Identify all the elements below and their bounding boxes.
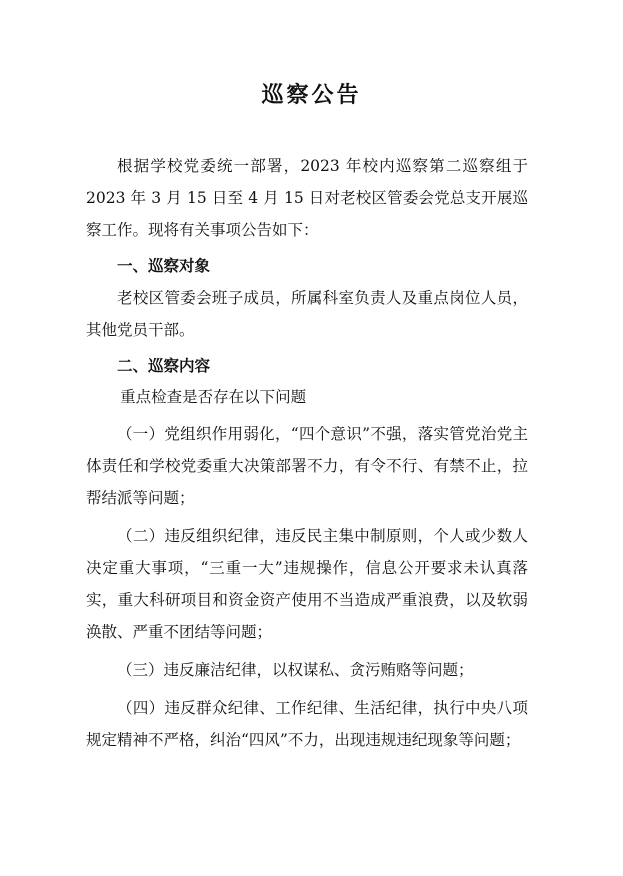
list-item: （二）违反组织纪律，违反民主集中制原则，个人或少数人决定重大事项，“三重一大”违规操作，信息公开要求未认真落实，重大科研项目和资金资产使用不当造成严重浪费，以及软弱涣散、严重不团结等问题； (86, 527, 528, 641)
list-item: （一）党组织作用弱化，“四个意识”不强，落实管党治党主体责任和学校党委重大决策部署不力，有令不行、有禁不止，拉帮结派等问题； (86, 425, 528, 507)
section-heading-1: 一、巡察对象 (117, 256, 211, 275)
document-body (86, 150, 528, 756)
list-item: （四）违反群众纪律、工作纪律、生活纪律，执行中央八项规定精神不严格，纠治“四风”不力，出现违规违纪现象等问题； (86, 699, 528, 749)
section-body-1: 老校区管委会班子成员，所属科室负责人及重点岗位人员，其他党员干部。 (86, 289, 528, 339)
section-heading-2: 二、巡察内容 (117, 356, 211, 375)
intro-paragraph: 根据学校党委统一部署，2023 年校内巡察第二巡察组于 2023 年 3 月 15 日至 4 月 15 日对老校区管委会党总支开展巡察工作。现将有关事项公告如下： (86, 157, 528, 239)
section-lead-2: 重点检查是否存在以下问题 (120, 388, 307, 406)
list-item: （三）违反廉洁纪律，以权谋私、贪污贿赂等问题； (117, 661, 474, 679)
page-title: 巡察公告 (261, 82, 362, 108)
